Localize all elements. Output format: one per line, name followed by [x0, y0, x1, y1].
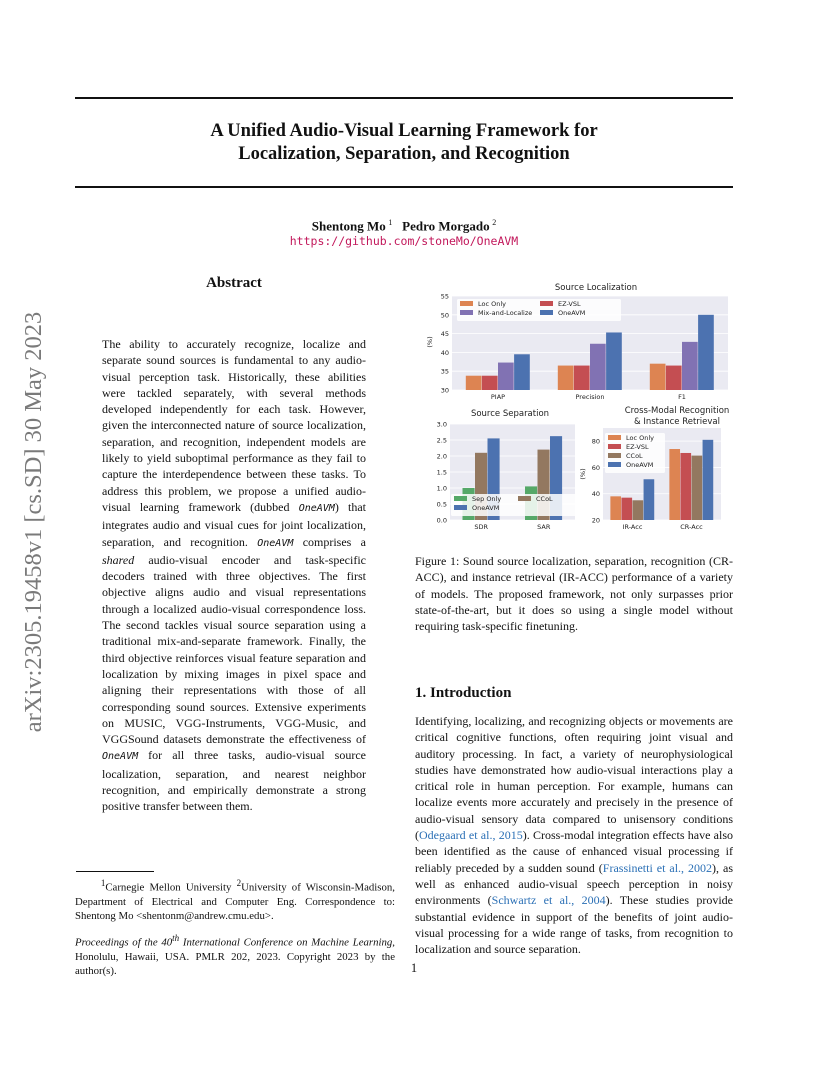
- legend-swatch: [608, 444, 621, 449]
- introduction-body: Identifying, localizing, and recognizing objects or movements are critical cognitive functions, often requiring joint visual and auditory processing. In fact, a variety of neurophysiological studies have demonstrated how audio-visual interactions play a critical role in human perception. For example, humans can localize events more accurately and precisely in the presence of audio-visual sensory data compared to unisensory conditions (Odegaard et al., 2015). Cross-modal integration effects have also been identified as the cause of enhanced visual processing if reliably preceded by a sudden sound (Frassinetti et al., 2002), as well as enhanced audio-visual speech perception in noisy environments (Schwartz et al., 2004). These studies provide substantial evidence in support of the benefits of joint audio-visual processing for a wide range of tasks, from recognition to localization and source separation.: [415, 714, 734, 957]
- top-rule: [75, 97, 733, 99]
- legend-label: OneAVM: [626, 461, 654, 469]
- bar: [514, 354, 530, 390]
- chart-title: Source Separation: [470, 409, 550, 419]
- bar: [703, 440, 714, 520]
- y-tick-label: 60: [591, 463, 600, 472]
- y-tick-label: 1.0: [436, 484, 447, 493]
- bar: [590, 344, 606, 390]
- legend-swatch: [608, 453, 621, 458]
- proceedings-note: Proceedings of the 40th International Conference on Machine Learning, Honolulu, Hawaii, USA. PMLR 202, 2023. Copyright 2023 by the author(s).: [75, 933, 395, 977]
- legend-swatch: [454, 505, 467, 510]
- title-bottom-rule: [75, 186, 733, 188]
- legend-swatch: [460, 310, 473, 315]
- bar: [650, 364, 666, 390]
- github-link[interactable]: https://github.com/stoneMo/OneAVM: [289, 234, 519, 248]
- legend-label: Loc Only: [478, 300, 507, 308]
- bar: [666, 366, 682, 390]
- bar: [574, 366, 590, 390]
- bar: [558, 366, 574, 390]
- y-axis-label: (%): [579, 468, 587, 480]
- y-tick-label: 3.0: [436, 420, 447, 429]
- arxiv-identifier: arXiv:2305.19458v1 [cs.SD] 30 May 2023: [20, 311, 47, 733]
- legend-label: Sep Only: [472, 495, 502, 503]
- bar: [682, 342, 698, 390]
- bar: [633, 500, 644, 520]
- legend-label: CCoL: [536, 495, 553, 503]
- bar: [698, 315, 714, 390]
- bar: [606, 332, 622, 390]
- citation-link[interactable]: Frassinetti et al., 2002: [602, 860, 713, 875]
- y-tick-label: 45: [440, 330, 449, 339]
- bar: [482, 376, 498, 390]
- bar: [644, 479, 655, 520]
- bar: [621, 498, 632, 520]
- y-tick-label: 0.5: [436, 500, 447, 509]
- author-name: Pedro Morgado: [402, 218, 490, 234]
- y-tick-label: 0.0: [436, 516, 447, 525]
- legend-label: Loc Only: [626, 434, 655, 442]
- legend-swatch: [540, 301, 553, 306]
- x-tick-label: F1: [678, 393, 686, 401]
- legend: [451, 494, 583, 516]
- affiliation-footnote: $^1$Carnegie Mellon University $^2$University of Wisconsin-Madison, Department of Electrical and Computer Eng. Correspondence to: Shentong Mo <shentonm@andrew.cmu.edu>.: [75, 878, 396, 922]
- chart-title: & Instance Retrieval: [634, 417, 720, 427]
- chart-title: Source Localization: [554, 283, 638, 293]
- legend-swatch: [454, 496, 467, 501]
- chart-title: Cross-Modal Recognition: [624, 406, 730, 416]
- x-tick-label: SAR: [537, 523, 551, 531]
- legend-swatch: [608, 462, 621, 467]
- legend-label: EZ-VSL: [558, 300, 581, 308]
- x-tick-label: CR-Acc: [680, 523, 703, 531]
- y-tick-label: 40: [440, 348, 449, 357]
- bar: [466, 376, 482, 390]
- legend-label: EZ-VSL: [626, 443, 649, 451]
- y-tick-label: 30: [440, 386, 449, 395]
- bar: [610, 496, 621, 520]
- x-tick-label: IR-Acc: [622, 523, 643, 531]
- figure-caption: Figure 1: Sound source localization, separation, recognition (CR-ACC), and instance retrieval (IR-ACC) performance of a variety of models. The proposed framework, not only surpasses prior state-of-the-art, but it does so using a single model without requiring task-specific finetuning.: [415, 554, 733, 634]
- bar: [680, 453, 691, 520]
- legend-label: CCoL: [626, 452, 643, 460]
- bar: [692, 456, 703, 520]
- abstract-heading: Abstract: [206, 275, 262, 291]
- y-tick-label: 55: [440, 292, 449, 301]
- y-tick-label: 20: [591, 516, 600, 525]
- legend-swatch: [540, 310, 553, 315]
- y-tick-label: 50: [440, 311, 449, 320]
- author-list: Shentong Mo $^1$ Pedro Morgado $^2$: [311, 218, 497, 234]
- y-tick-label: 35: [440, 367, 449, 376]
- legend-swatch: [608, 435, 621, 440]
- legend-swatch: [460, 301, 473, 306]
- bar: [498, 363, 514, 390]
- x-tick-label: PIAP: [490, 393, 506, 401]
- x-tick-label: Precision: [575, 393, 605, 401]
- author-name: Shentong Mo: [311, 218, 386, 234]
- y-tick-label: 2.0: [436, 452, 447, 461]
- legend-label: Mix-and-Localize: [478, 309, 533, 317]
- y-tick-label: 80: [591, 437, 600, 446]
- abstract-body: The ability to accurately recognize, localize and separate sound sources is fundamental to any audio-visual perception task. Historically, these abilities were tackled separately, with several methods developed independently for each task. However, given the interconnected nature of source localization, separation, and recognition, independent models are likely to yield suboptimal performance as they fail to capture the interdependence between these tasks. To address this problem, we propose a unified audio-visual learning framework (dubbed OneAVM) that integrates audio and visual cues for joint localization, separation, and recognition. OneAVM comprises a shared audio-visual encoder and task-specific decoders trained with three objectives. The first objective aligns audio and visual representations through a localized audio-visual correspondence loss. The second tackles visual source separation using a traditional mix-and-separate framework. Finally, the third objective reinforces visual feature separation and localization by mixing images in pixel space and aligning their representations with those of all corresponding sound sources. Extensive experiments on MUSIC, VGG-Instruments, VGG-Music, and VGGSound datasets demonstrate the effectiveness of OneAVM for all three tasks, audio-visual source localization, separation, and nearest neighbor recognition, and empirically demonstrate a strong positive transfer between them.: [102, 337, 366, 814]
- figure-1: [415, 278, 733, 534]
- paper-title: A Unified Audio-Visual Learning Framework for Localization, Separation, and Recognition: [210, 121, 598, 164]
- y-tick-label: 1.5: [436, 468, 447, 477]
- legend-label: OneAVM: [558, 309, 586, 317]
- x-tick-label: SDR: [474, 523, 489, 531]
- footnote-rule: [76, 871, 154, 872]
- citation-link[interactable]: Schwartz et al., 2004: [491, 893, 606, 908]
- y-tick-label: 2.5: [436, 436, 447, 445]
- citation-link[interactable]: Odegaard et al., 2015: [419, 828, 523, 843]
- section-heading: 1. Introduction: [415, 685, 512, 701]
- y-axis-label: (%): [426, 336, 434, 348]
- page-number: 1: [410, 961, 418, 975]
- legend-swatch: [518, 496, 531, 501]
- legend-label: OneAVM: [472, 504, 500, 512]
- y-tick-label: 40: [591, 490, 600, 499]
- bar: [669, 449, 680, 520]
